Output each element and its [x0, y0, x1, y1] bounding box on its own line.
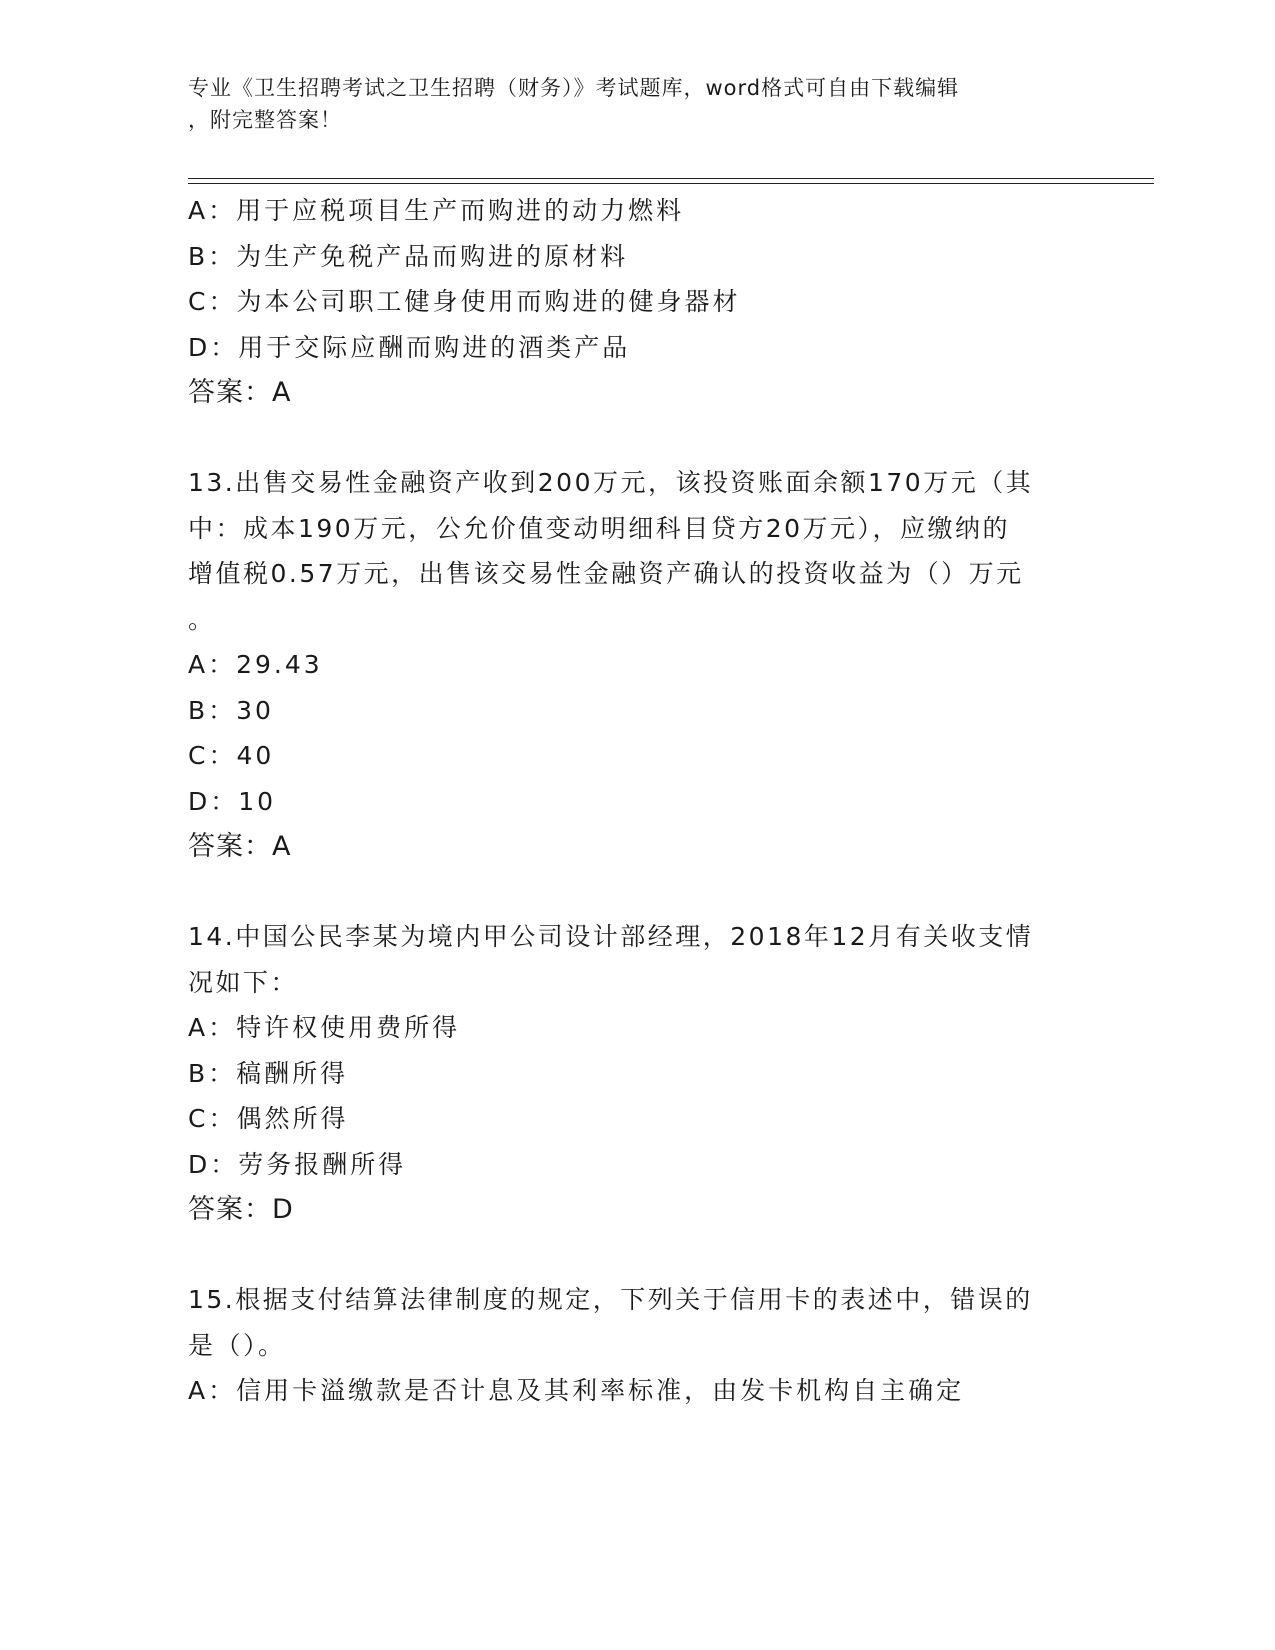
question-text-line: 是（）。	[188, 1330, 286, 1360]
question-text-line: 13.出售交易性金融资产收到200万元，该投资账面余额170万元（其	[188, 468, 1034, 497]
question-text-line: 14.中国公民李某为境内甲公司设计部经理，2018年12月有关收支情	[188, 922, 1034, 951]
document-header	[188, 72, 1088, 136]
option-a: A：特许权使用费所得	[188, 1013, 461, 1042]
question-text-line: 中：成本190万元，公允价值变动明细科目贷方20万元），应缴纳的	[188, 513, 1011, 543]
option-d: D：用于交际应酬而购进的酒类产品	[188, 332, 631, 362]
option-a: A：用于应税项目生产而购进的动力燃料	[188, 196, 685, 225]
question-list	[188, 188, 1078, 1414]
header-divider-top	[188, 178, 1154, 179]
answer-line: 答案：A	[188, 831, 292, 862]
option-c: C：40	[188, 741, 275, 770]
answer-line: 答案：A	[188, 377, 292, 408]
spacer	[188, 416, 1078, 460]
question-15-block	[188, 1277, 1078, 1414]
question-text-line: 。	[188, 604, 216, 634]
question-text-line: 15.根据支付结算法律制度的规定，下列关于信用卡的表述中，错误的	[188, 1285, 1033, 1314]
option-b: B：稿酬所得	[188, 1058, 349, 1088]
answer-line: 答案：D	[188, 1194, 294, 1225]
option-c: C：为本公司职工健身使用而购进的健身器材	[188, 287, 741, 316]
question-text-line: 况如下：	[188, 967, 299, 997]
question-13-block	[188, 460, 1078, 870]
header-divider-bottom	[188, 183, 1154, 184]
option-d: D：劳务报酬所得	[188, 1149, 407, 1179]
option-d: D：10	[188, 786, 277, 816]
option-b: B：为生产免税产品而购进的原材料	[188, 241, 629, 271]
header-line-1: 专业《卫生招聘考试之卫生招聘（财务）》考试题库，word格式可自由下载编辑	[188, 76, 960, 100]
spacer	[188, 870, 1078, 914]
question-14-block	[188, 914, 1078, 1233]
option-c: C：偶然所得	[188, 1104, 349, 1133]
option-a: A：信用卡溢缴款是否计息及其利率标准，由发卡机构自主确定	[188, 1376, 965, 1405]
header-line-2: ，附完整答案！	[188, 108, 342, 132]
option-b: B：30	[188, 695, 274, 725]
option-a: A：29.43	[188, 650, 323, 679]
spacer	[188, 1233, 1078, 1277]
question-12-block	[188, 188, 1078, 416]
question-text-line: 增值税0.57万元，出售该交易性金融资产确认的投资收益为（）万元	[188, 559, 1024, 588]
